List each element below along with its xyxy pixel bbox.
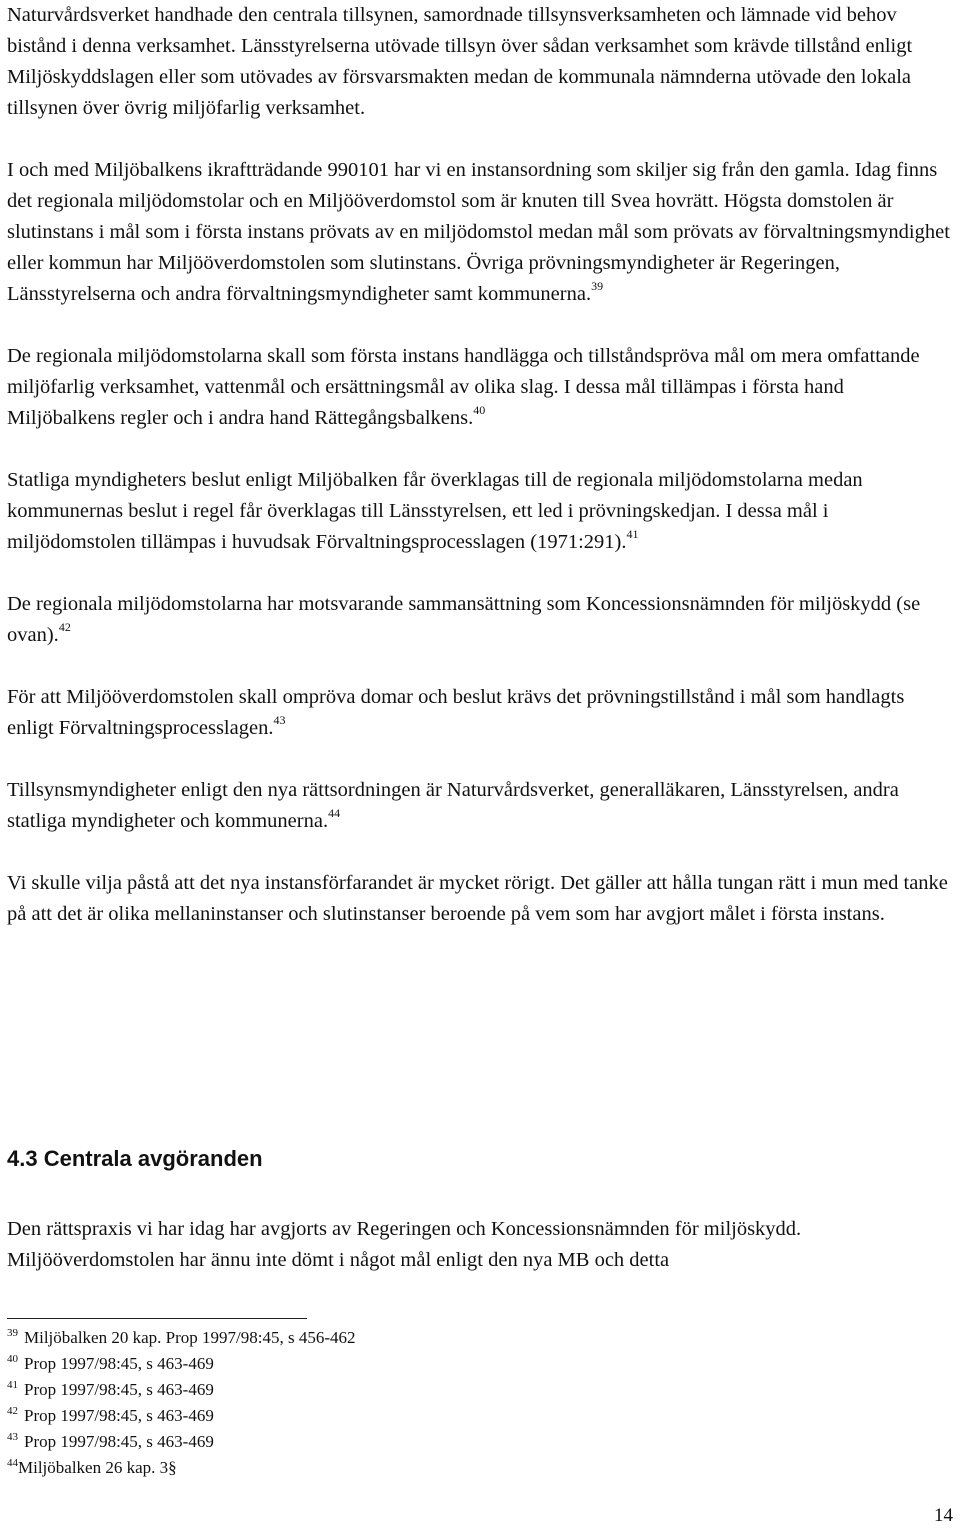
footnote-43	[7, 1430, 607, 1456]
footnote-text: Prop 1997/98:45, s 463-469	[24, 1406, 214, 1425]
footnote-44	[7, 1456, 607, 1482]
footnote-39	[7, 1326, 607, 1352]
footnote-ref-44[interactable]: 44	[328, 806, 341, 821]
paragraph-text: Vi skulle vilja påstå att det nya instansförfarandet är mycket rörigt. Det gäller att hålla tungan rätt i mun med tanke på att det är olika mellaninstanser och slutinstanser beroende på vem som har avgjort målet i första instans.	[7, 872, 948, 925]
paragraph-text: I och med Miljöbalkens ikraftträdande 990101 har vi en instansordning som skiljer sig från den gamla. Idag finns det regionala miljödomstolar och en Miljööverdomstol som är knuten till Svea hovrätt. Högsta domstolen är slutinstans i mål som i första instans prövats av en miljödomstol medan mål som prövats av förvaltningsmyndighet eller kommun har Miljööverdomstolen som slutinstans. Övriga prövningsmyndigheter är Regeringen, Länsstyrelserna och andra förvaltningsmyndigheter samt kommunerna.	[7, 159, 950, 305]
paragraph-tillsyn-history	[7, 0, 955, 124]
footnote-ref-43[interactable]: 43	[273, 713, 286, 728]
paragraph-instansforfarande	[7, 868, 955, 930]
paragraph-regionala-miljodomstolar	[7, 341, 955, 434]
paragraph-text: De regionala miljödomstolarna har motsvarande sammansättning som Koncessionsnämnden för miljöskydd (se ovan).	[7, 593, 921, 646]
footnote-ref-41[interactable]: 41	[626, 527, 639, 542]
footnote-number: 41	[7, 1379, 18, 1391]
footnote-ref-40[interactable]: 40	[473, 403, 486, 418]
section-title: Centrala avgöranden	[43, 1146, 263, 1171]
footnote-number: 42	[7, 1405, 18, 1417]
paragraph-provningstillstand	[7, 682, 955, 744]
paragraph-instansordning	[7, 155, 955, 310]
footnote-text: Miljöbalken 26 kap. 3§	[18, 1458, 177, 1477]
section-paragraph: Den rättspraxis vi har idag har avgjorts av Regeringen och Koncessionsnämnden för miljöskydd. Miljööverdomstolen har ännu inte dömt i något mål enligt den nya MB och detta	[7, 1218, 802, 1271]
paragraph-sammansattning	[7, 589, 955, 651]
section-number: 4.3	[7, 1146, 38, 1171]
footnotes	[7, 1326, 607, 1482]
footnote-41	[7, 1378, 607, 1404]
footnote-ref-42[interactable]: 42	[58, 620, 71, 635]
footnote-text: Prop 1997/98:45, s 463-469	[24, 1380, 214, 1399]
paragraph-text: Statliga myndigheters beslut enligt Miljöbalken får överklagas till de regionala miljödomstolarna medan kommunernas beslut i regel får överklagas till Länsstyrelsen, ett led i prövningskedjan. I dessa mål i miljödomstolen tillämpas i huvudsak Förvaltningsprocesslagen (1971:291).	[7, 469, 863, 553]
footnote-number: 44	[7, 1457, 18, 1469]
paragraph-text: För att Miljööverdomstolen skall ompröva domar och beslut krävs det prövningstillstånd i mål som handlagts enligt Förvaltningsprocesslagen.	[7, 686, 905, 739]
page-number: 14	[934, 1505, 953, 1526]
section-heading	[7, 1144, 263, 1174]
footnote-ref-39[interactable]: 39	[591, 279, 604, 294]
footnote-divider	[7, 1318, 307, 1319]
footnote-42	[7, 1404, 607, 1430]
footnote-number: 43	[7, 1431, 18, 1443]
paragraph-tillsynsmyndigheter	[7, 775, 955, 837]
paragraph-text: Naturvårdsverket handhade den centrala tillsynen, samordnade tillsynsverksamheten och lämnade vid behov bistånd i denna verksamhet. Länsstyrelserna utövade tillsyn över sådan verksamhet som krävde tillstånd enligt Miljöskyddslagen eller som utövades av försvarsmakten medan de kommunala nämnderna utövade den lokala tillsynen över övrig miljöfarlig verksamhet.	[7, 4, 913, 119]
footnote-text: Prop 1997/98:45, s 463-469	[24, 1432, 214, 1451]
footnote-number: 39	[7, 1327, 18, 1339]
paragraph-text: Tillsynsmyndigheter enligt den nya rättsordningen är Naturvårdsverket, generalläkaren, Länsstyrelsen, andra statliga myndigheter och kommunerna.	[7, 779, 899, 832]
paragraph-text: De regionala miljödomstolarna skall som första instans handlägga och tillståndspröva mål om mera omfattande miljöfarlig verksamhet, vattenmål och ersättningsmål av olika slag. I dessa mål tillämpas i första hand Miljöbalkens regler och i andra hand Rättegångsbalkens.	[7, 345, 920, 429]
footnote-text: Miljöbalken 20 kap. Prop 1997/98:45, s 456-462	[24, 1328, 356, 1347]
footnote-number: 40	[7, 1353, 18, 1365]
document-body	[7, 0, 955, 930]
footnote-40	[7, 1352, 607, 1378]
paragraph-overklagande	[7, 465, 955, 558]
footnote-text: Prop 1997/98:45, s 463-469	[24, 1354, 214, 1373]
